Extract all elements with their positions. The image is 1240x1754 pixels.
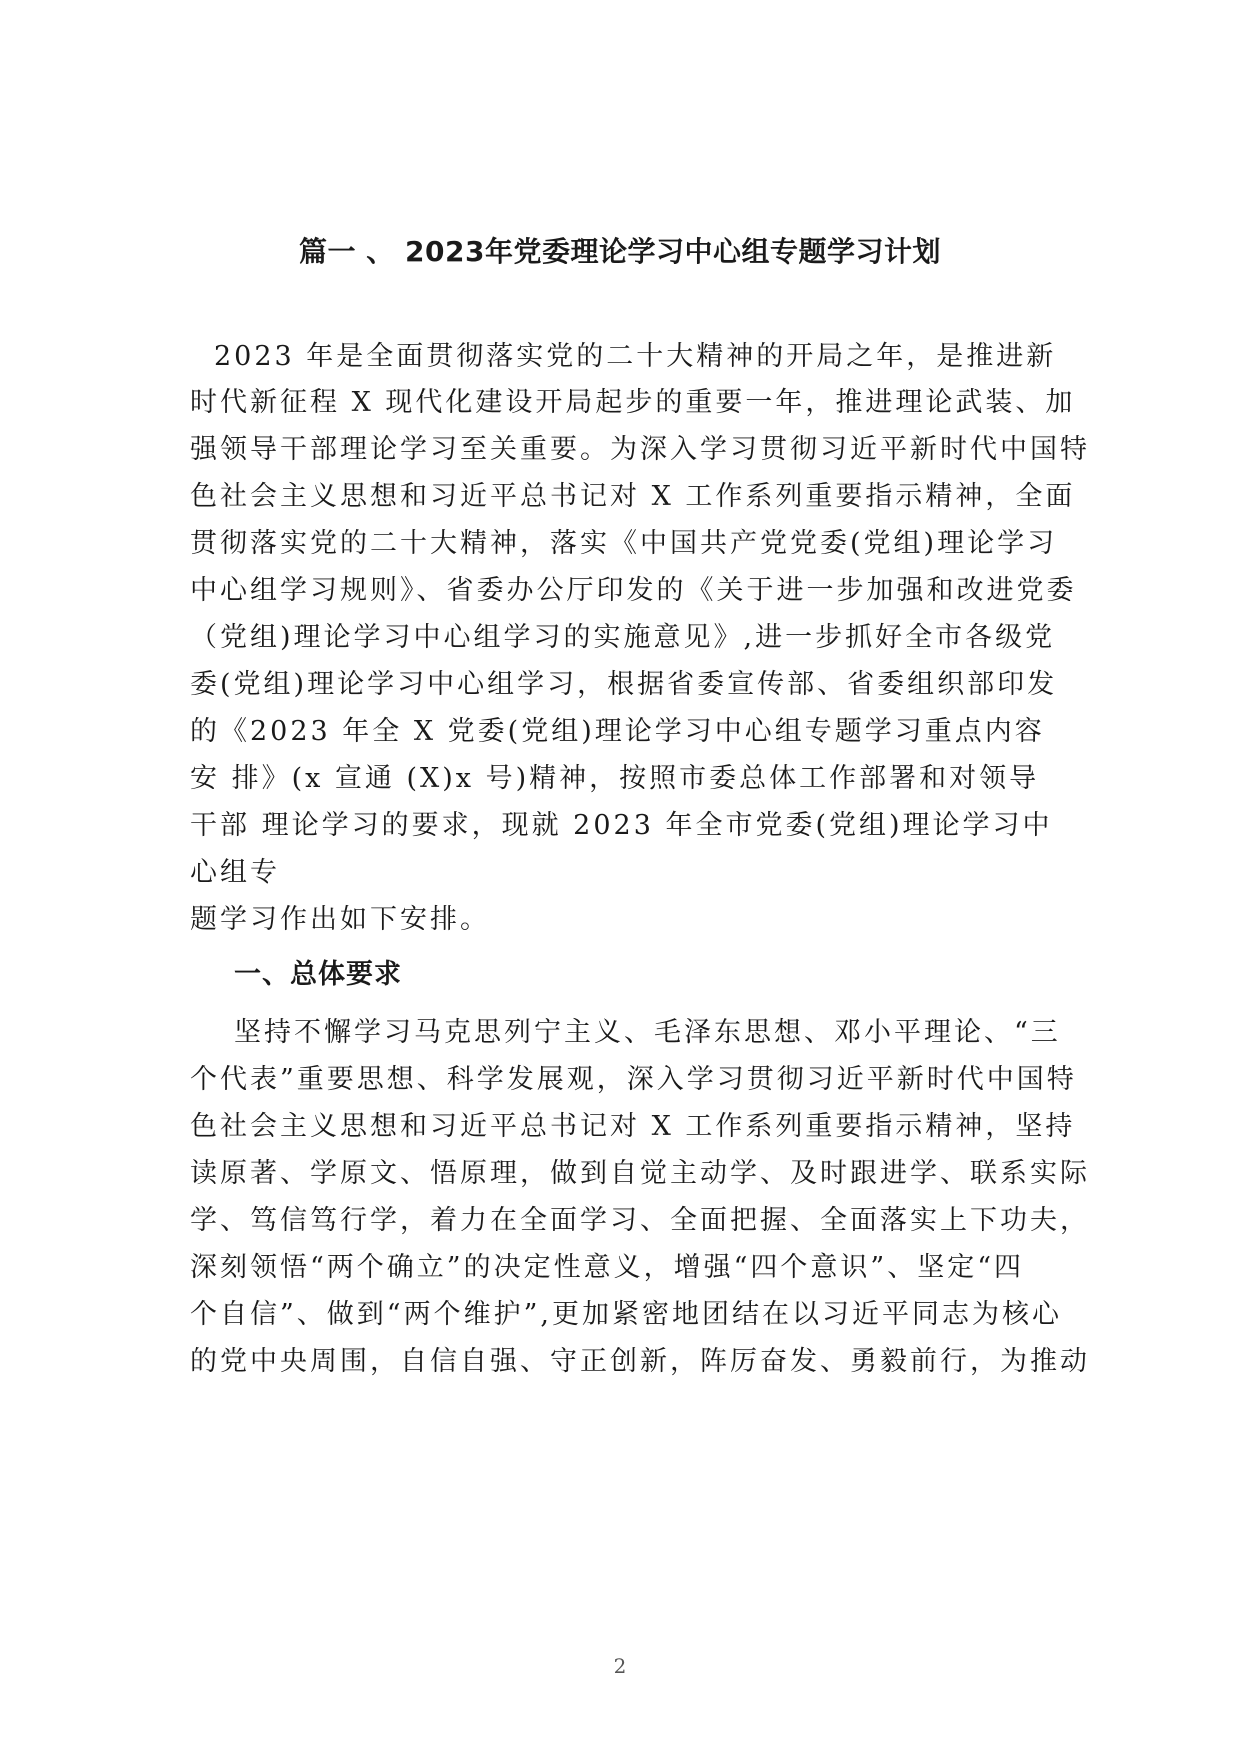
paragraph-line: 贯彻落实党的二十大精神，落实《中国共产党党委(党组)理论学习 <box>190 528 1058 559</box>
paragraph-line: 安 排》(x 宣通 (X)x 号)精神，按照市委总体工作部署和对领导 <box>190 763 1040 794</box>
document-title: 篇一 、 2023年党委理论学习中心组专题学习计划 <box>299 235 941 268</box>
paragraph-line: 读原著、学原文、悟原理，做到自觉主动学、及时跟进学、联系实际 <box>190 1158 1090 1189</box>
paragraph-line: （党组)理论学习中心组学习的实施意见》,进一步抓好全市各级党 <box>190 622 1056 653</box>
paragraph-line: 深刻领悟“两个确立”的决定性意义，增强“四个意识”、坚定“四 <box>190 1252 1025 1283</box>
paragraph-line: 时代新征程 X 现代化建设开局起步的重要一年，推进理论武装、加 <box>190 387 1076 418</box>
paragraph-line: 委(党组)理论学习中心组学习，根据省委宣传部、省委组织部印发 <box>190 669 1058 700</box>
paragraph-line: 色社会主义思想和习近平总书记对 X 工作系列重要指示精神，坚持 <box>190 1111 1076 1142</box>
paragraph-line: 强领导干部理论学习至关重要。为深入学习贯彻习近平新时代中国特 <box>190 434 1090 465</box>
section-heading: 一、总体要求 <box>234 959 402 990</box>
paragraph-line: 心组专 <box>190 857 280 888</box>
paragraph-line: 个自信”、做到“两个维护”,更加紧密地团结在以习近平同志为核心 <box>190 1299 1062 1330</box>
paragraph-line: 色社会主义思想和习近平总书记对 X 工作系列重要指示精神，全面 <box>190 481 1076 512</box>
paragraph-line: 坚持不懈学习马克思列宁主义、毛泽东思想、邓小平理论、“三 <box>234 1017 1061 1048</box>
paragraph-line: 个代表”重要思想、科学发展观，深入学习贯彻习近平新时代中国特 <box>190 1064 1077 1095</box>
paragraph-line: 中心组学习规则》、省委办公厅印发的《关于进一步加强和改进党委 <box>190 575 1077 606</box>
paragraph-line: 的党中央周围，自信自强、守正创新，阵厉奋发、勇毅前行，为推动 <box>190 1346 1090 1377</box>
paragraph-line: 2023 年是全面贯彻落实党的二十大精神的开局之年，是推进新 <box>214 341 1057 372</box>
paragraph-line: 题学习作出如下安排。 <box>190 904 490 935</box>
paragraph-line: 干部 理论学习的要求，现就 2023 年全市党委(党组)理论学习中 <box>190 810 1053 841</box>
paragraph-line: 学、笃信笃行学，着力在全面学习、全面把握、全面落实上下功夫， <box>190 1205 1090 1236</box>
paragraph-line: 的《2023 年全 X 党委(党组)理论学习中心组专题学习重点内容 <box>190 716 1045 747</box>
page-number: 2 <box>613 1654 627 1678</box>
